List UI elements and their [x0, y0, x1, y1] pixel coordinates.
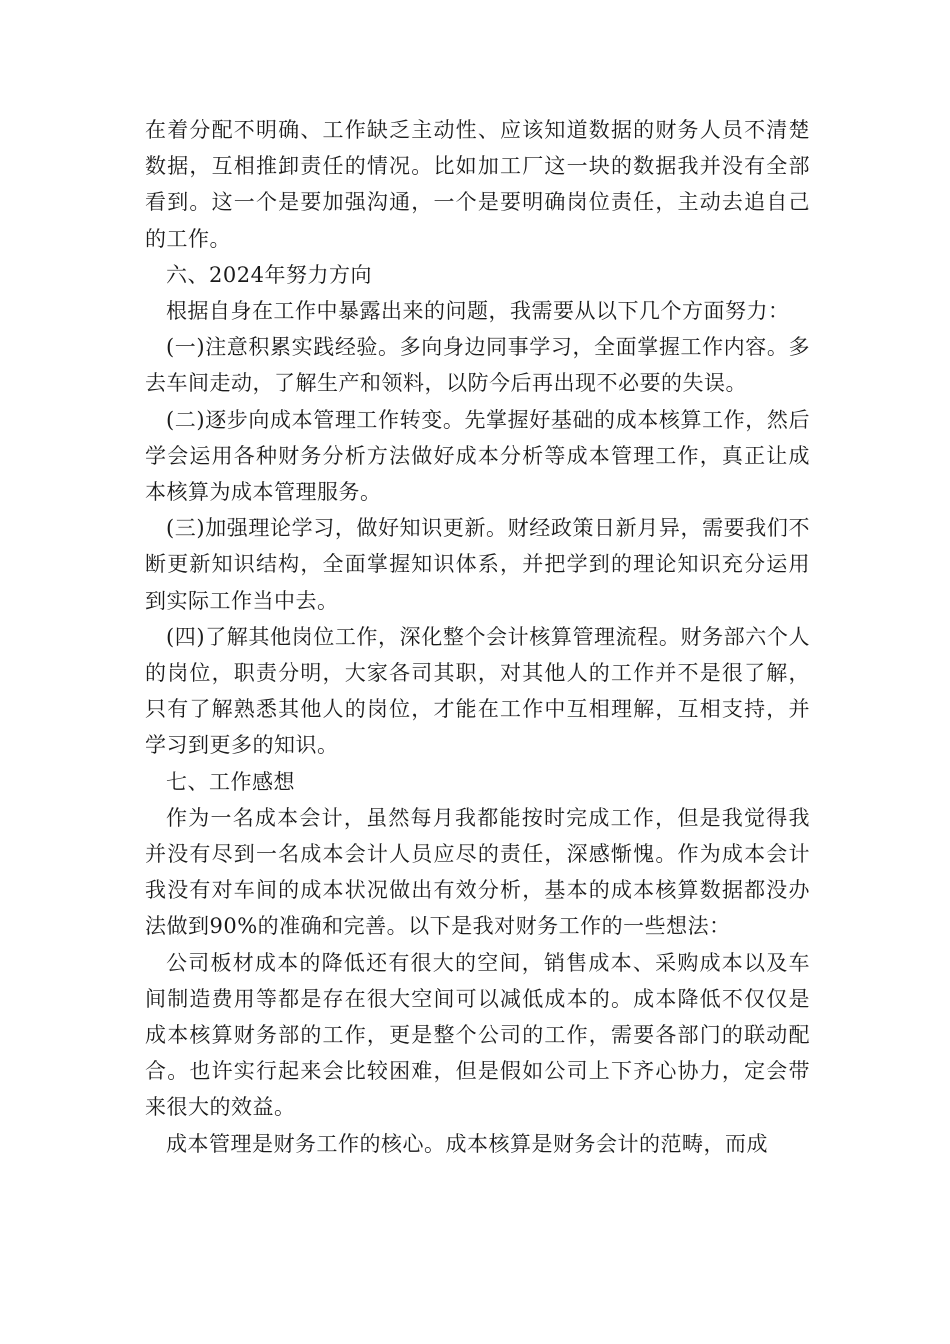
paragraph-cost-management: 成本管理是财务工作的核心。成本核算是财务会计的范畴，而成 [166, 1131, 768, 1156]
section-heading-seven: 七、工作感想 [166, 769, 295, 794]
paragraph-item-1: (一)注意积累实践经验。多向身边同事学习，全面掌握工作内容。多去车间走动，了解生产和领料，以防今后再出现不必要的失误。 [145, 335, 810, 396]
document-body [145, 112, 810, 1162]
paragraph-continuation: 在着分配不明确、工作缺乏主动性、应该知道数据的财务人员不清楚数据，互相推卸责任的情况。比如加工厂这一块的数据我并没有全部看到。这一个是要加强沟通，一个是要明确岗位责任，主动去追自己的工作。 [145, 118, 810, 251]
paragraph-reflection: 作为一名成本会计，虽然每月我都能按时完成工作，但是我觉得我并没有尽到一名成本会计人员应尽的责任，深感惭愧。作为成本会计我没有对车间的成本状况做出有效分析，基本的成本核算数据都没办法做到90%的准确和完善。以下是我对财务工作的一些想法： [145, 805, 810, 939]
section-heading-six: 六、2024年努力方向 [166, 262, 372, 287]
paragraph-item-3: (三)加强理论学习，做好知识更新。财经政策日新月异，需要我们不断更新知识结构，全面掌握知识体系，并把学到的理论知识充分运用到实际工作当中去。 [145, 516, 810, 613]
paragraph-cost-reduction: 公司板材成本的降低还有很大的空间，销售成本、采购成本以及车间制造费用等都是存在很大空间可以减低成本的。成本降低不仅仅是成本核算财务部的工作，更是整个公司的工作，需要各部门的联动配合。也许实行起来会比较困难，但是假如公司上下齐心协力，定会带来很大的效益。 [145, 950, 810, 1120]
paragraph-intro: 根据自身在工作中暴露出来的问题，我需要从以下几个方面努力： [166, 299, 790, 324]
paragraph-item-4: (四)了解其他岗位工作，深化整个会计核算管理流程。财务部六个人的岗位，职责分明，大家各司其职，对其他人的工作并不是很了解，只有了解熟悉其他人的岗位，才能在工作中互相理解，互相支持，并学习到更多的知识。 [145, 624, 810, 758]
paragraph-item-2: (二)逐步向成本管理工作转变。先掌握好基础的成本核算工作，然后学会运用各种财务分析方法做好成本分析等成本管理工作，真正让成本核算为成本管理服务。 [145, 407, 810, 505]
